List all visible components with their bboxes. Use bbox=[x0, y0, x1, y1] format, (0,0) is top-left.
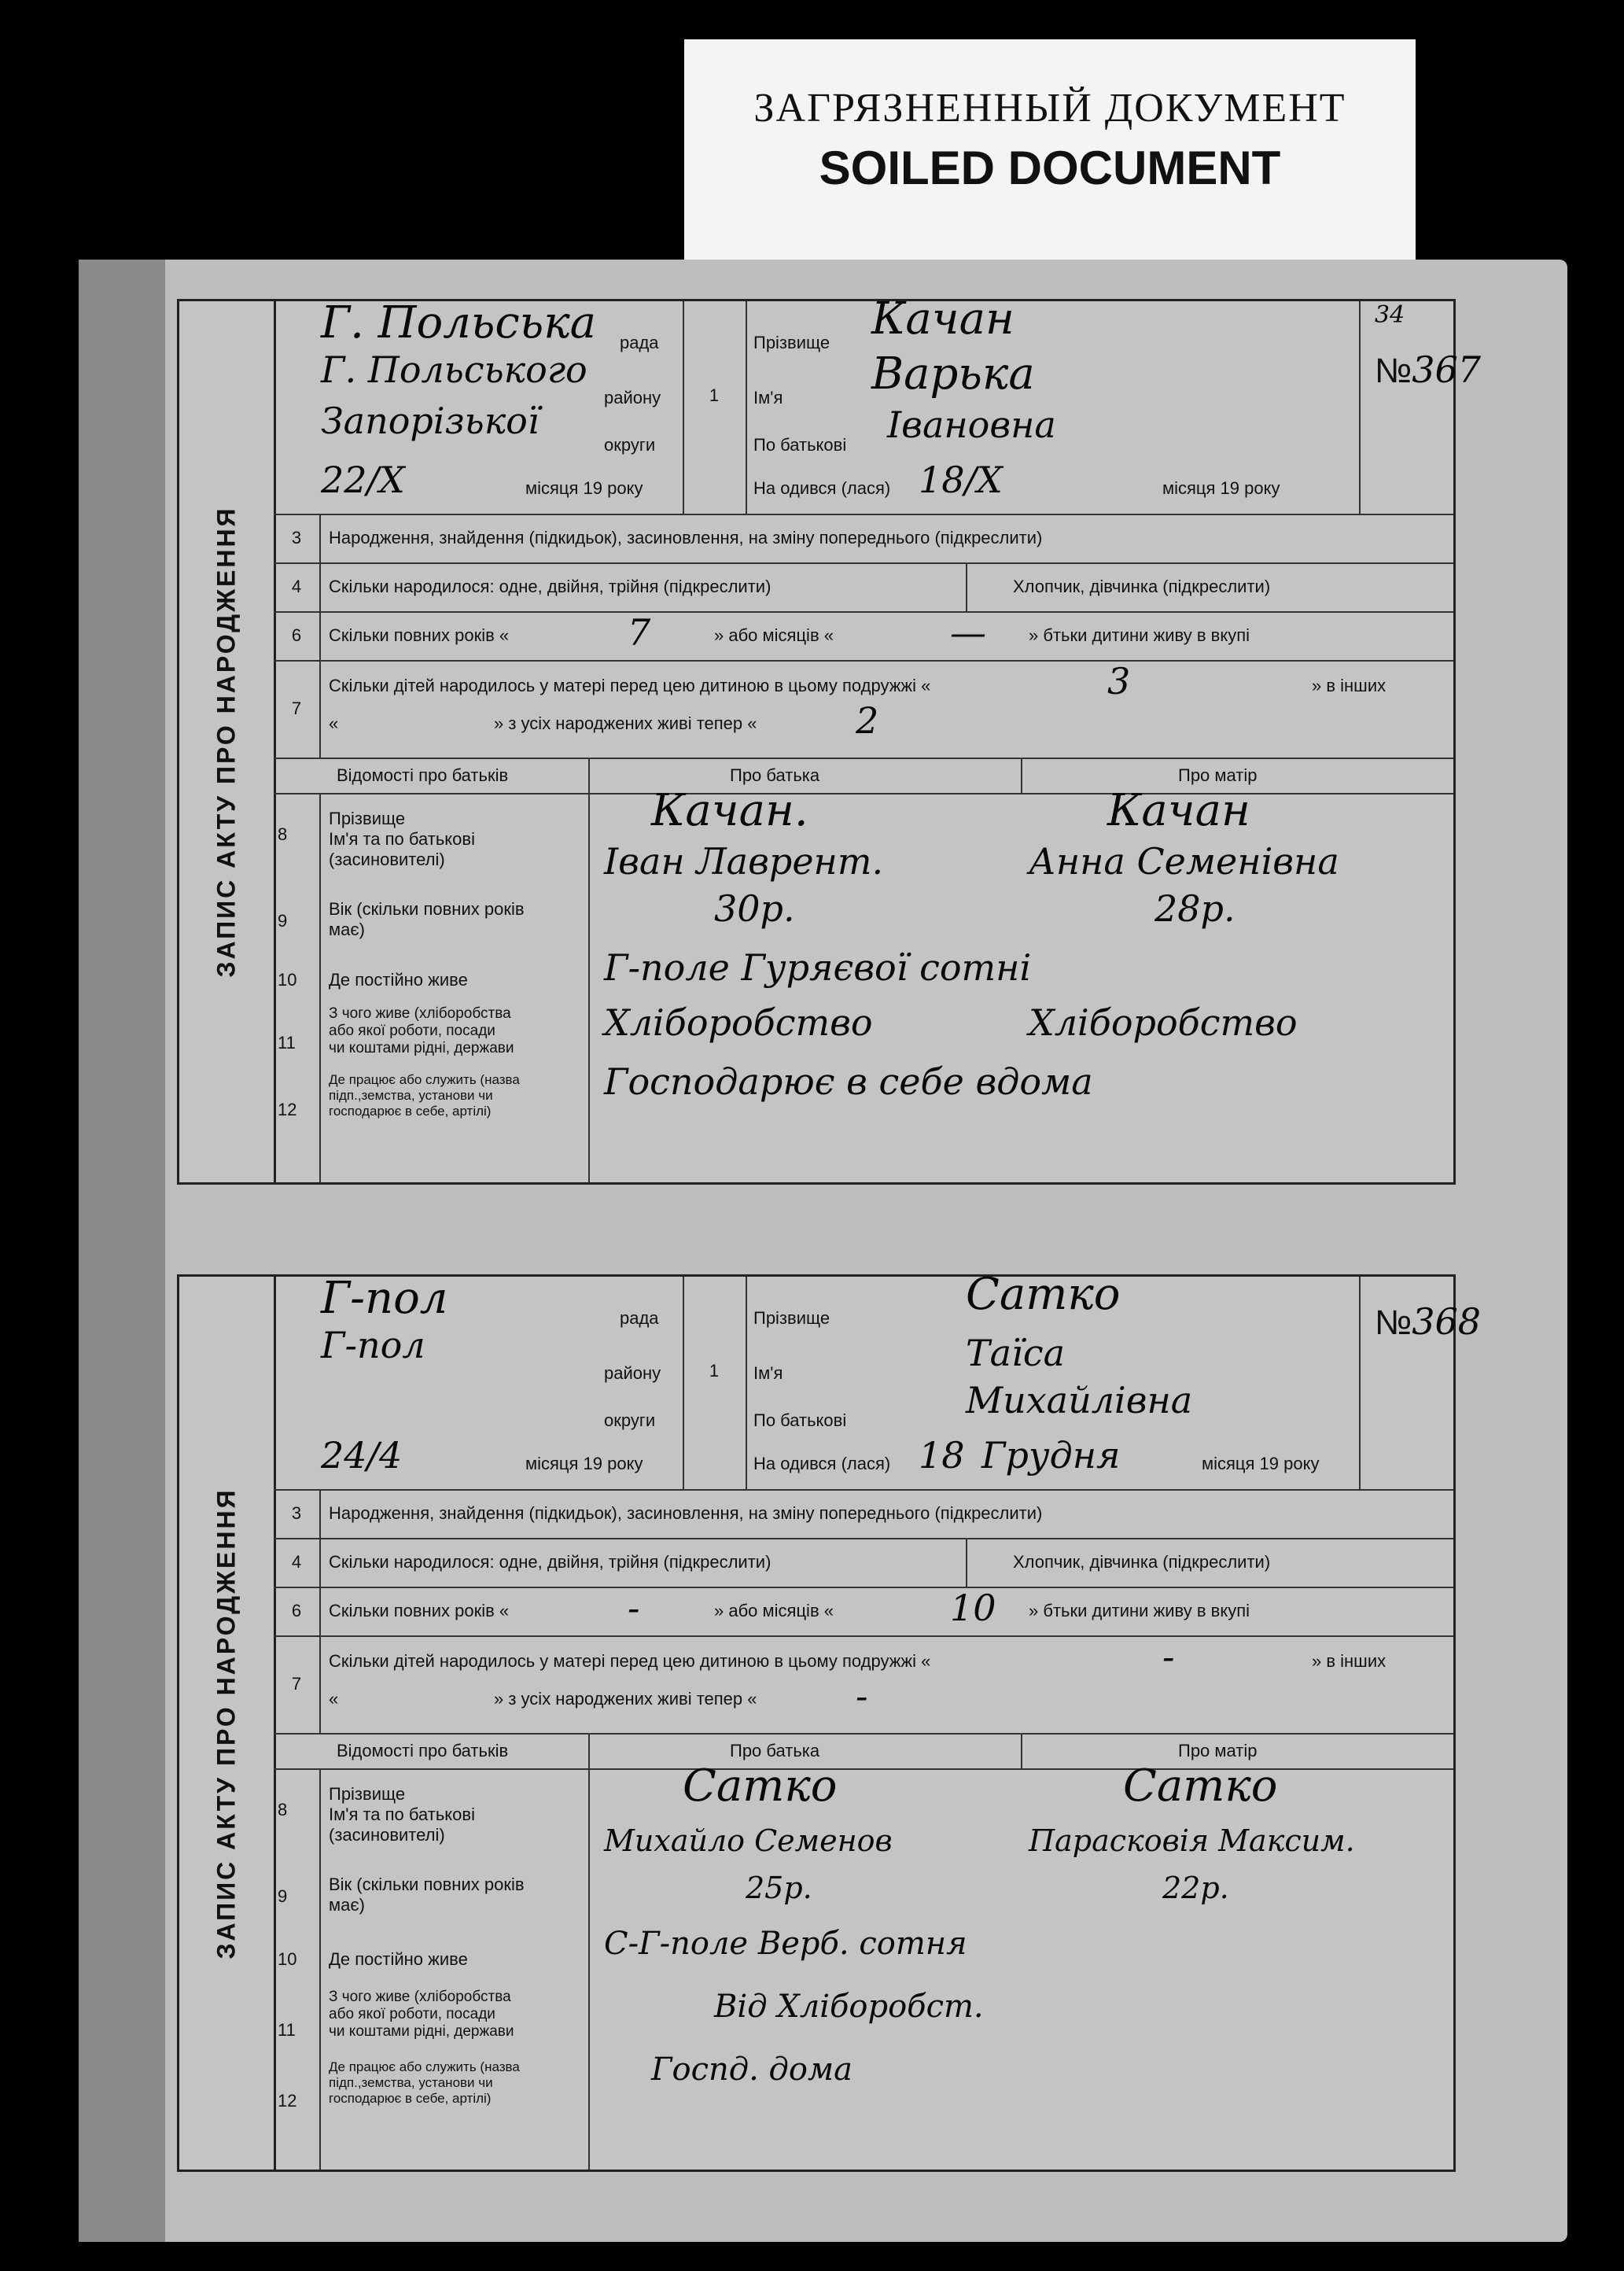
birth-record-368: ЗАПИС АКТУ ПРО НАРОДЖЕННЯ Г-пол рада Г-пол рaйону округи 1 Прізвище Сатко Ім'я Таїса По батькові Михайлівна №368 24/4 місяця 19 року На одився (лася) 18 Грудня місяця 19 року 3 Народження, знайдення (підкидьок), засиновлення, на зміну попереднього (підкреслити) 4 Скільки народилося: одне, двійня, трійня (підкреслити) Хлопчик, дівчинка (підкреслити) 6 Скільки повних років « - » або місяців « 10 » бтьки дитини живу в вкупі 7 Скільки дітей народилось у матері перед цею дитиною в цьому подружжі « - » в інших « » з усіх народжених живі тепер « - Відомості про батьків Про батька Про матір 8 Прізвище Ім'я та по батькові (засиновителі) Сатко Сатко Михайло Семенов Парасковія Максим. 9 Вік (скільки повних років має) 25р. 22р. 10 Де постійно живе С-Г-поле Верб. сотня 11 З чого живе (хліборобства або якої роботи, посади чи коштами рідні, держави Від Хліборобст. 12 Де працює або служить (назва підп.,земства, установи чи господарює в себе, артілі) Госпд. дома bbox=[177, 1274, 1456, 2172]
record-number: №367 bbox=[1375, 348, 1482, 391]
soiled-document-banner bbox=[684, 39, 1416, 260]
banner-russian: ЗАГРЯЗНЕННЫЙ ДОКУМЕНТ bbox=[753, 86, 1346, 131]
banner-english: SOILED DOCUMENT bbox=[819, 142, 1281, 194]
okruga-value: Запорізької bbox=[321, 400, 539, 442]
rayon-value: Г. Польського bbox=[321, 348, 587, 391]
surname-value: Качан bbox=[871, 293, 1015, 345]
parents-table: 8 Прізвище Ім'я та по батькові (засиновителі) Качан. Качан Іван Лаврент. Анна Семенівна 9 Вік (скільки повних років має) 30р. 28р. 10 Де постійно живе Г-поле Гуряєвої сотні 11 З чого живе (хліборобства або якої роботи, посади чи коштами рідні, держави Хліборобство Хліборобство 12 Де працює або служить (назва підп.,земства, установи чи господарює в себе, артілі) Господарює в себе вдома bbox=[274, 793, 1453, 1182]
registration-date: 22/Х bbox=[321, 459, 405, 501]
record-side-title: ЗАПИС АКТУ ПРО НАРОДЖЕННЯ bbox=[179, 301, 276, 1182]
patronymic-value: Івановна bbox=[887, 404, 1056, 446]
record-side-title: ЗАПИС АКТУ ПРО НАРОДЖЕННЯ bbox=[179, 1277, 276, 2170]
rada-value: Г. Польська bbox=[321, 297, 597, 348]
name-value: Варька bbox=[871, 348, 1035, 400]
birth-date: 18/Х bbox=[919, 459, 1003, 501]
page-binding-edge bbox=[79, 260, 165, 2242]
header-block: Г. Польська рада Г. Польського рaйону Запорізької округи 1 Прізвище Качан Ім'я Варька По батькові Івановна №367 34 bbox=[274, 301, 1453, 515]
birth-record-367: ЗАПИС АКТУ ПРО НАРОДЖЕННЯ Г. Польська рада Г. Польського рaйону Запорізької округи 1 Прізвище Качан Ім'я Варька По батькові Івановна №367 34 22/Х місяця 19 року На одився (лася) 18/Х місяця 19 року 3 Народження, знайдення (підкидьок), засиновлення, на зміну попереднього (підкреслити) 4 Скільки народилося: одне, двійня, трійня (підкреслити) Хлопчик, дівчинка (підкреслити) 6 Скільки повних років « 7 » або місяців « — » бтьки дитини живу в вкупі 7 Скільки дітей народилось у матері перед цею дитиною в цьому подружжі « 3 » в інших « » з усіх народжених живі тепер « 2 Відомості про батьків Про батька Про матір 8 Прізвище Ім'я та по батькові (засиновителі) Качан. Качан Іван Лаврент. Анна Семенівна 9 Вік (скільки повних років має) 30р. 28р. 10 Де постійно живе Г-поле Гуряєвої сотні 11 З чого живе (хліборобства або якої роботи, посади чи коштами рідні, держави Хліборобство Хліборобство 12 Де працює або служить (назва підп.,земства, установи чи господарює в себе, артілі) Господарює в себе вдома bbox=[177, 299, 1456, 1185]
